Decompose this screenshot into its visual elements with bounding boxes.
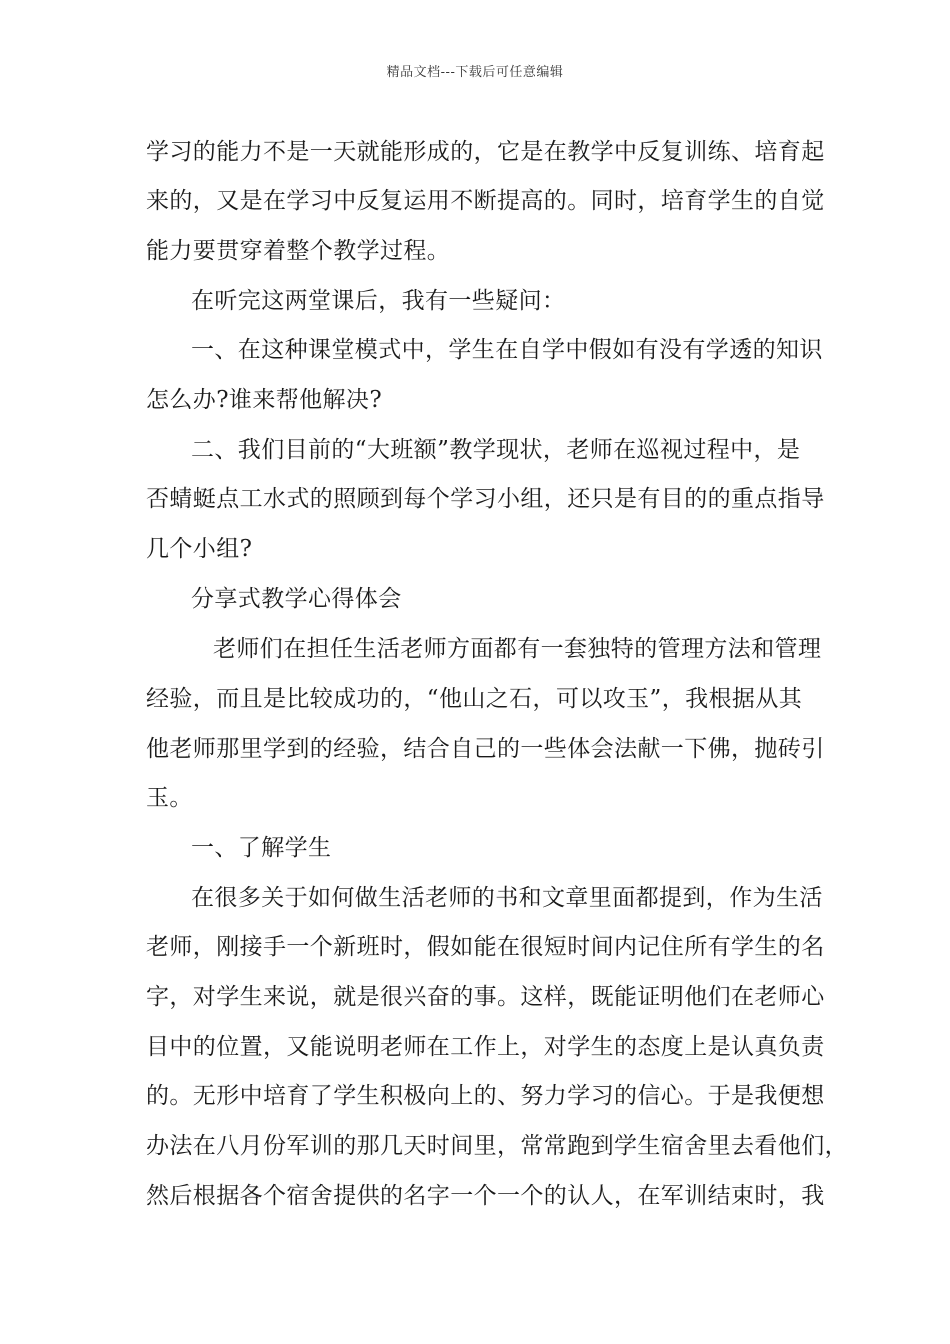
body-line: 老师们在担任生活老师方面都有一套独特的管理方法和管理	[213, 636, 822, 662]
body-line: 他老师那里学到的经验，结合自己的一些体会法献一下佛，抛砖引	[146, 736, 825, 762]
body-line: 目中的位置，又能说明老师在工作上，对学生的态度上是认真负责	[146, 1034, 825, 1060]
body-line: 在听完这两堂课后，我有一些疑问：	[191, 288, 566, 314]
body-line: 来的，又是在学习中反复运用不断提高的。同时，培育学生的自觉	[146, 188, 825, 214]
body-line: 一、在这种课堂模式中，学生在自学中假如有没有学透的知识	[191, 337, 823, 363]
body-line: 否蜻蜓点工水式的照顾到每个学习小组，还只是有目的的重点指导	[146, 486, 825, 512]
body-line: 二、我们目前的“大班额”教学现状，老师在巡视过程中，是	[191, 437, 801, 463]
body-line: 然后根据各个宿舍提供的名字一个一个的认人，在军训结束时，我	[146, 1183, 825, 1209]
page-header: 精品文档---下载后可任意编辑	[386, 65, 564, 80]
body-line: 老师，刚接手一个新班时，假如能在很短时间内记住所有学生的名	[146, 934, 825, 960]
body-line: 的。无形中培育了学生积极向上的、努力学习的信心。于是我便想	[146, 1083, 825, 1109]
section-title: 分享式教学心得体会	[191, 586, 402, 612]
body-line: 玉。	[146, 785, 193, 811]
body-line: 学习的能力不是一天就能形成的，它是在教学中反复训练、培育起	[146, 139, 825, 165]
body-line: 在很多关于如何做生活老师的书和文章里面都提到，作为生活	[191, 885, 823, 911]
body-line: 几个小组?	[146, 536, 253, 562]
body-line: 办法在八月份军训的那几天时间里，常常跑到学生宿舍里去看他们，	[146, 1133, 848, 1159]
subsection-title: 一、了解学生	[191, 835, 332, 861]
body-line: 怎么办?谁来帮他解决?	[146, 387, 383, 413]
body-line: 经验，而且是比较成功的，“他山之石，可以攻玉”，我根据从其	[146, 686, 803, 712]
body-line: 能力要贯穿着整个教学过程。	[146, 238, 451, 264]
body-line: 字，对学生来说，就是很兴奋的事。这样，既能证明他们在老师心	[146, 984, 825, 1010]
